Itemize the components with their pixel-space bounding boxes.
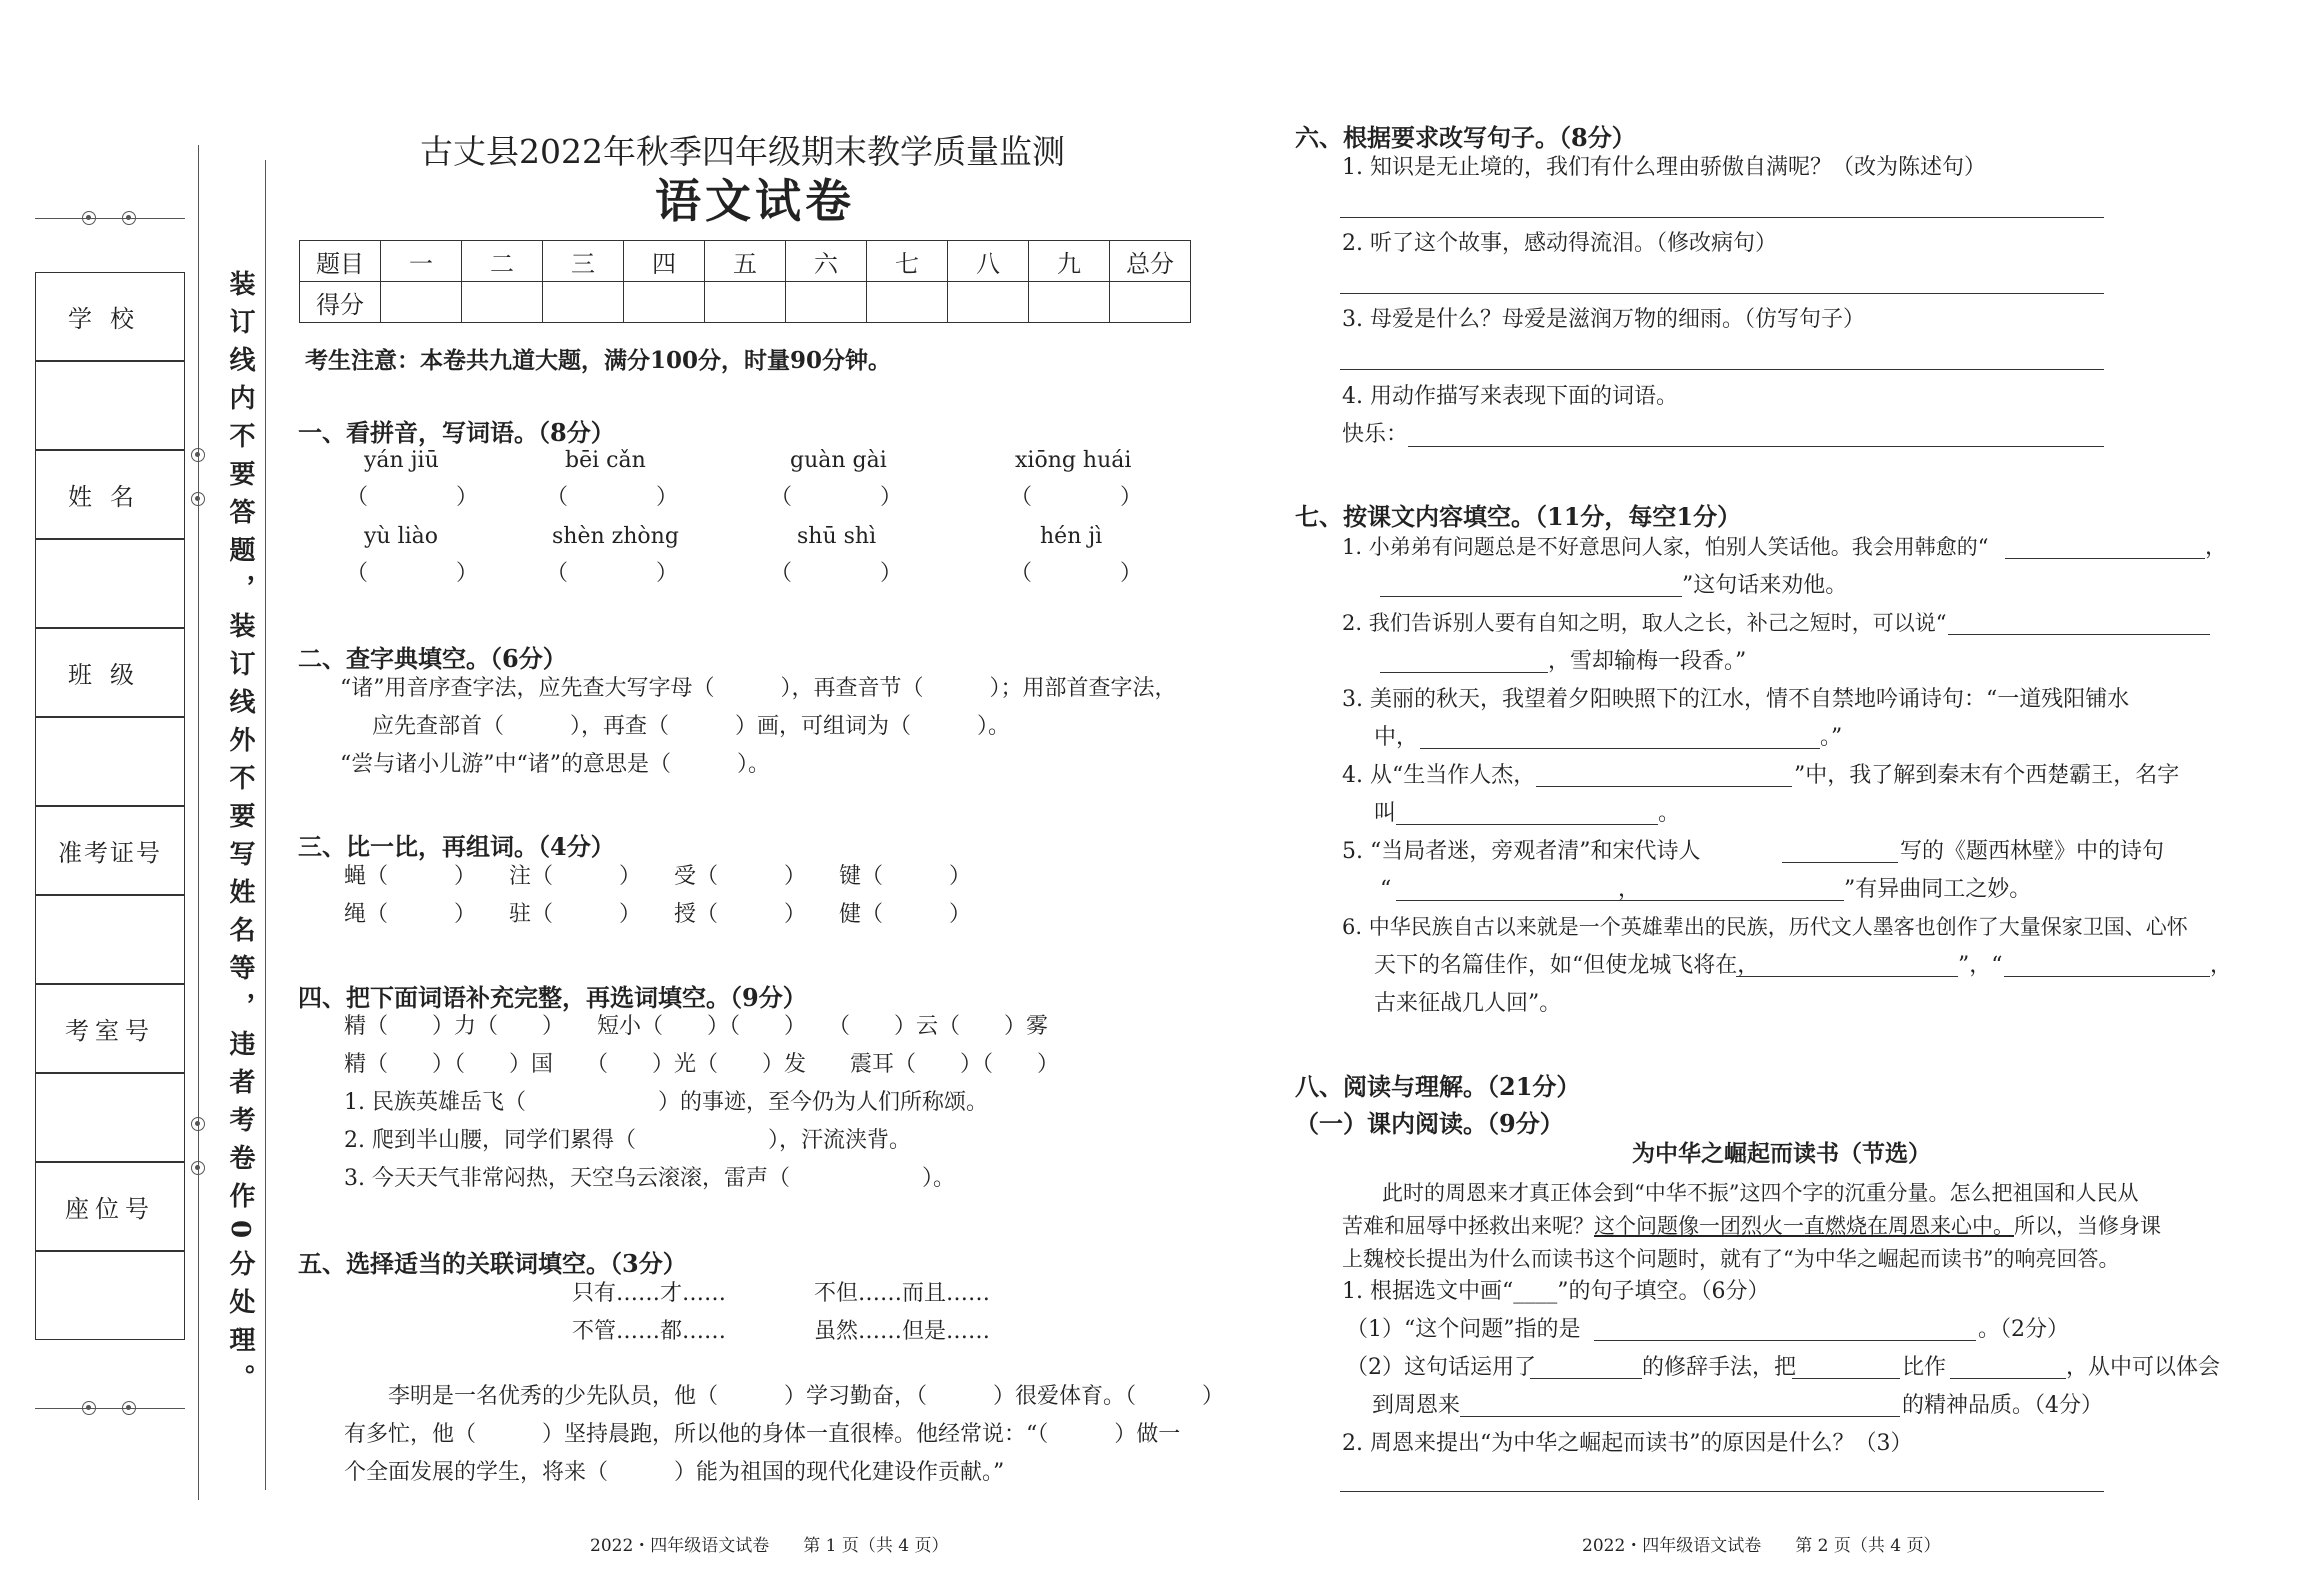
answer-line[interactable] [1340, 217, 2104, 218]
answer-line[interactable] [1340, 293, 2104, 294]
passage-text: 所以，当修身课 [2014, 1214, 2161, 1238]
question-text: 4. 从“生当作人杰， [1342, 763, 1536, 788]
pinyin: guàn gài [790, 448, 887, 473]
question-text: （2）这句话运用了 [1346, 1355, 1536, 1380]
question-text: ，从中可以体会 [2066, 1355, 2221, 1380]
answer-paren[interactable]: （ ） [770, 485, 903, 510]
seat-field[interactable] [35, 1251, 185, 1340]
answer-line[interactable] [1460, 1416, 1900, 1417]
answer-line[interactable] [1396, 900, 1618, 901]
binding-notice: 装订线内不要答题，装订线外不要写姓名等，违者考卷作0分处理。 [225, 270, 255, 1403]
answer-line[interactable] [1950, 1378, 2066, 1379]
score-table-cell: 总分 [1110, 241, 1191, 282]
section-6-title: 六、根据要求改写句子。（8分） [1295, 123, 1636, 152]
answer-paren[interactable]: （ ） [1010, 485, 1143, 510]
class-field[interactable] [35, 717, 185, 806]
underlined-sentence: 这个问题像一团烈火一直燃烧在周恩来心中。 [1594, 1214, 2014, 1238]
passage-text [1342, 1216, 2161, 1237]
answer-paren[interactable]: （ ） [1010, 561, 1143, 586]
question-text: 到周恩来 [1372, 1393, 1461, 1418]
answer-paren[interactable]: （ ） [346, 485, 479, 510]
score-cell[interactable] [543, 282, 624, 323]
score-cell[interactable] [1110, 282, 1191, 323]
question-text: 应先查部首（ ），再查（ ）画，可组词为（ ）。 [372, 714, 1011, 739]
punctuation-text: ”，“ [1958, 953, 2003, 978]
binding-line [198, 145, 199, 1500]
binding-hole-icon [191, 1161, 205, 1175]
question-text: 4. 用动作描写来表现下面的词语。 [1342, 384, 1678, 409]
score-cell[interactable] [1029, 282, 1110, 323]
pinyin: xiōng huái [1015, 448, 1132, 473]
conjunction-option: 虽然……但是…… [814, 1319, 991, 1344]
conjunction-option: 不但……而且…… [814, 1281, 991, 1306]
exam-notice: 考生注意：本卷共九道大题，满分100分，时量90分钟。 [305, 347, 892, 374]
answer-line[interactable] [1948, 634, 2210, 635]
binding-hole-icon [191, 448, 205, 462]
question-text: 1. 知识是无止境的，我们有什么理由骄傲自满呢？（改为陈述句） [1342, 155, 1986, 180]
answer-line[interactable] [1340, 1491, 2104, 1492]
score-table-cell: 七 [867, 241, 948, 282]
score-table-cell: 一 [381, 241, 462, 282]
question-text: 写的《题西林壁》中的诗句 [1900, 839, 2165, 864]
question-text: 。” [1820, 725, 1843, 750]
exam-title: 古丈县2022年秋季四年级期末教学质量监测 [420, 132, 1065, 171]
section-2-title: 二、查字典填空。（6分） [298, 644, 567, 673]
school-label: 学校 [35, 272, 185, 361]
question-text: 精（ ）（ ）国 （ ）光（ ）发 震耳（ ）（ ） [344, 1052, 1060, 1077]
question-text: 。 [1658, 801, 1681, 826]
question-text: 中， [1374, 725, 1419, 750]
score-table-header-row [300, 241, 1191, 282]
question-text: 2. 我们告诉别人要有自知之明，取人之长，补己之短时，可以说“ [1342, 611, 1947, 635]
strip-divider-top [35, 218, 185, 219]
section-1-title: 一、看拼音，写词语。（8分） [298, 418, 615, 447]
score-cell[interactable] [867, 282, 948, 323]
paragraph-text: 有多忙，他（ ）坚持晨跑，所以他的身体一直很棒。他经常说：“（ ）做一 [344, 1422, 1181, 1447]
question-text: 1. 小弟弟有问题总是不好意思问人家，怕别人笑话他。我会用韩愈的“ [1342, 535, 1989, 559]
punctuation-text: “ [1380, 877, 1392, 902]
question-text: ，雪却输梅一段香。” [1548, 649, 1747, 674]
score-table [299, 240, 1191, 323]
strip-divider-bottom [35, 1408, 185, 1409]
answer-line[interactable] [1380, 596, 1682, 597]
score-cell[interactable] [381, 282, 462, 323]
conjunction-option: 只有……才…… [572, 1281, 727, 1306]
pinyin: shèn zhòng [552, 524, 679, 549]
paragraph-text: 个全面发展的学生，将来（ ）能为祖国的现代化建设作贡献。” [344, 1460, 1005, 1485]
score-cell[interactable] [462, 282, 543, 323]
answer-line[interactable] [1380, 672, 1548, 673]
score-cell[interactable] [624, 282, 705, 323]
score-table-cell: 题目 [300, 241, 381, 282]
score-cell[interactable] [705, 282, 786, 323]
pinyin: yù liào [364, 524, 439, 549]
page-footer: 2022・四年级语文试卷 第 2 页（共 4 页） [1582, 1536, 1941, 1556]
answer-line[interactable] [1340, 369, 2104, 370]
answer-line[interactable] [1420, 748, 1820, 749]
score-table-cell: 六 [786, 241, 867, 282]
section-5-title: 五、选择适当的关联词填空。（3分） [298, 1249, 687, 1278]
score-table-cell: 九 [1029, 241, 1110, 282]
question-text: 1. 根据选文中画“____”的句子填空。（6分） [1342, 1279, 1770, 1304]
answer-line[interactable] [1408, 446, 2104, 447]
school-field[interactable] [35, 361, 185, 450]
passage-text: 上魏校长提出为什么而读书这个问题时，就有了“为中华之崛起而读书”的响亮回答。 [1342, 1247, 2120, 1271]
name-label: 姓名 [35, 450, 185, 539]
binding-hole-icon [122, 211, 136, 225]
question-text: 绳（ ） 驻（ ） 授（ ） 健（ ） [344, 902, 972, 927]
exam-id-label: 准考证号 [35, 806, 185, 895]
question-text: 精（ ）力（ ） 短小（ ）（ ） （ ）云（ ）雾 [344, 1014, 1049, 1039]
score-table-cell: 三 [543, 241, 624, 282]
question-text: ”这句话来劝他。 [1682, 573, 1848, 598]
question-text: 。（2分） [1978, 1317, 2069, 1342]
score-cell[interactable] [948, 282, 1029, 323]
question-text: 2. 爬到半山腰，同学们累得（ ），汗流浃背。 [344, 1128, 911, 1153]
answer-line[interactable] [1536, 786, 1792, 787]
pinyin: bēi cǎn [565, 448, 646, 473]
passage-text: 苦难和屈辱中拯救出来呢？ [1342, 1214, 1594, 1238]
binding-hole-icon [82, 1401, 96, 1415]
question-text: “诸”用音序查字法，应先查大写字母（ ），再查音节（ ）；用部首查字法， [340, 676, 1177, 701]
score-table-cell: 五 [705, 241, 786, 282]
question-text: 快乐： [1342, 422, 1409, 447]
conjunction-option: 不管……都…… [572, 1319, 727, 1344]
question-text: 2. 周恩来提出“为中华之崛起而读书”的原因是什么？（3） [1342, 1431, 1913, 1456]
section-8-subtitle: （一）课内阅读。（9分） [1295, 1109, 1564, 1138]
binding-hole-icon [82, 211, 96, 225]
question-text: 3. 母爱是什么？母爱是滋润万物的细雨。（仿写句子） [1342, 307, 1865, 332]
answer-line[interactable] [1782, 862, 1898, 863]
room-label: 考室号 [35, 984, 185, 1073]
score-table-label: 得分 [300, 282, 381, 323]
punctuation-text: ， [2205, 535, 2228, 560]
answer-paren[interactable]: （ ） [546, 485, 679, 510]
seat-label: 座位号 [35, 1162, 185, 1251]
question-text: 1. 民族英雄岳飞（ ）的事迹，至今仍为人们所称颂。 [344, 1090, 988, 1115]
answer-paren[interactable]: （ ） [346, 561, 479, 586]
pinyin: shū shì [797, 524, 877, 549]
score-table-cell: 二 [462, 241, 543, 282]
pinyin: yán jiū [364, 448, 439, 473]
answer-line[interactable] [1530, 1378, 1642, 1379]
question-text: “尝与诸小儿游”中“诸”的意思是（ ）。 [340, 752, 770, 777]
question-text: 古来征战几人回”。 [1374, 991, 1562, 1016]
question-text: ”中，我了解到秦末有个西楚霸王，名字 [1794, 763, 2180, 788]
question-text: （1）“这个问题”指的是 [1346, 1317, 1581, 1342]
binding-hole-icon [191, 492, 205, 506]
answer-line[interactable] [1736, 976, 1958, 977]
exam-subtitle: 语文试卷 [655, 174, 855, 228]
score-table-score-row [300, 282, 1191, 323]
answer-paren[interactable]: （ ） [770, 561, 903, 586]
answer-line[interactable] [2004, 976, 2210, 977]
page-footer: 2022・四年级语文试卷 第 1 页（共 4 页） [590, 1536, 949, 1556]
question-text: 2. 听了这个故事，感动得流泪。（修改病句） [1342, 231, 1777, 256]
question-text: 6. 中华民族自古以来就是一个英雄辈出的民族，历代文人墨客也创作了大量保家卫国、心怀 [1342, 915, 2188, 939]
answer-line[interactable] [2005, 558, 2205, 559]
section-7-title: 七、按课文内容填空。（11分，每空1分） [1295, 502, 1742, 531]
room-field[interactable] [35, 1073, 185, 1162]
question-text: 5. “当局者迷，旁观者清”和宋代诗人 [1342, 839, 1701, 864]
section-8-title: 八、阅读与理解。（21分） [1295, 1072, 1581, 1101]
section-3-title: 三、比一比，再组词。（4分） [298, 832, 615, 861]
question-text: 叫 [1374, 801, 1397, 826]
binding-line [265, 160, 266, 1490]
punctuation-text: ， [2210, 953, 2233, 978]
question-text: ”有异曲同工之妙。 [1844, 877, 2032, 902]
question-text: 的修辞手法，把 [1642, 1355, 1797, 1380]
binding-hole-icon [122, 1401, 136, 1415]
score-table-cell: 八 [948, 241, 1029, 282]
score-cell[interactable] [786, 282, 867, 323]
answer-paren[interactable]: （ ） [546, 561, 679, 586]
exam-id-field[interactable] [35, 895, 185, 984]
answer-line[interactable] [1396, 824, 1658, 825]
passage-title: 为中华之崛起而读书（节选） [1632, 1140, 1931, 1167]
score-table-cell: 四 [624, 241, 705, 282]
question-text: 3. 今天天气非常闷热，天空乌云滚滚，雷声（ ）。 [344, 1166, 955, 1191]
class-label: 班级 [35, 628, 185, 717]
section-4-title: 四、把下面词语补充完整，再选词填空。（9分） [298, 983, 807, 1012]
answer-line[interactable] [1792, 1378, 1900, 1379]
question-text: 3. 美丽的秋天，我望着夕阳映照下的江水，情不自禁地吟诵诗句：“一道残阳铺水 [1342, 687, 2130, 712]
punctuation-text: ， [1618, 877, 1641, 902]
question-text: 蝇（ ） 注（ ） 受（ ） 键（ ） [344, 864, 972, 889]
binding-hole-icon [191, 1117, 205, 1131]
answer-line[interactable] [1618, 900, 1844, 901]
pinyin: hén jì [1040, 524, 1103, 549]
question-text: 比作 [1902, 1355, 1947, 1380]
answer-line[interactable] [1594, 1340, 1976, 1341]
question-text: 的精神品质。（4分） [1902, 1393, 2103, 1418]
paragraph-text: 李明是一名优秀的少先队员，他（ ）学习勤奋，（ ）很爱体育。（ ） [388, 1384, 1225, 1409]
question-text: 天下的名篇佳作，如“但使龙城飞将在， [1374, 953, 1760, 978]
passage-text: 此时的周恩来才真正体会到“中华不振”这四个字的沉重分量。怎么把祖国和人民从 [1382, 1181, 2139, 1205]
name-field[interactable] [35, 539, 185, 628]
